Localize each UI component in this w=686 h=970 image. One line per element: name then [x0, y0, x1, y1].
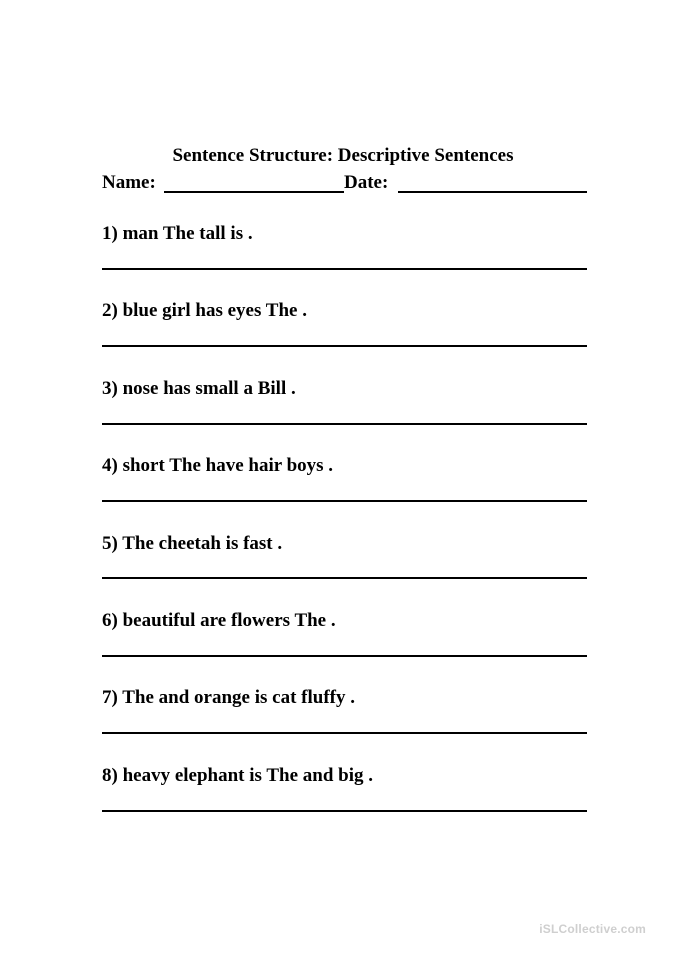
question-6: 6) beautiful are flowers The .	[102, 610, 336, 631]
answer-line-1	[102, 268, 587, 270]
name-label: Name:	[102, 172, 156, 193]
question-7: 7) The and orange is cat fluffy .	[102, 687, 355, 708]
watermark: iSLCollective.com	[539, 922, 646, 936]
question-5: 5) The cheetah is fast .	[102, 533, 283, 554]
answer-line-3	[102, 423, 587, 425]
date-label: Date:	[344, 172, 389, 193]
answer-line-5	[102, 577, 587, 579]
question-1: 1) man The tall is .	[102, 223, 253, 244]
worksheet-title: Sentence Structure: Descriptive Sentences	[172, 145, 514, 166]
date-blank	[398, 191, 587, 193]
question-4: 4) short The have hair boys .	[102, 455, 334, 476]
name-blank	[164, 191, 344, 193]
answer-line-7	[102, 732, 587, 734]
answer-line-4	[102, 500, 587, 502]
answer-line-8	[102, 810, 587, 812]
question-8: 8) heavy elephant is The and big .	[102, 765, 373, 786]
name-date-row	[102, 172, 587, 196]
question-3: 3) nose has small a Bill .	[102, 378, 296, 399]
question-2: 2) blue girl has eyes The .	[102, 300, 307, 321]
answer-line-2	[102, 345, 587, 347]
answer-line-6	[102, 655, 587, 657]
